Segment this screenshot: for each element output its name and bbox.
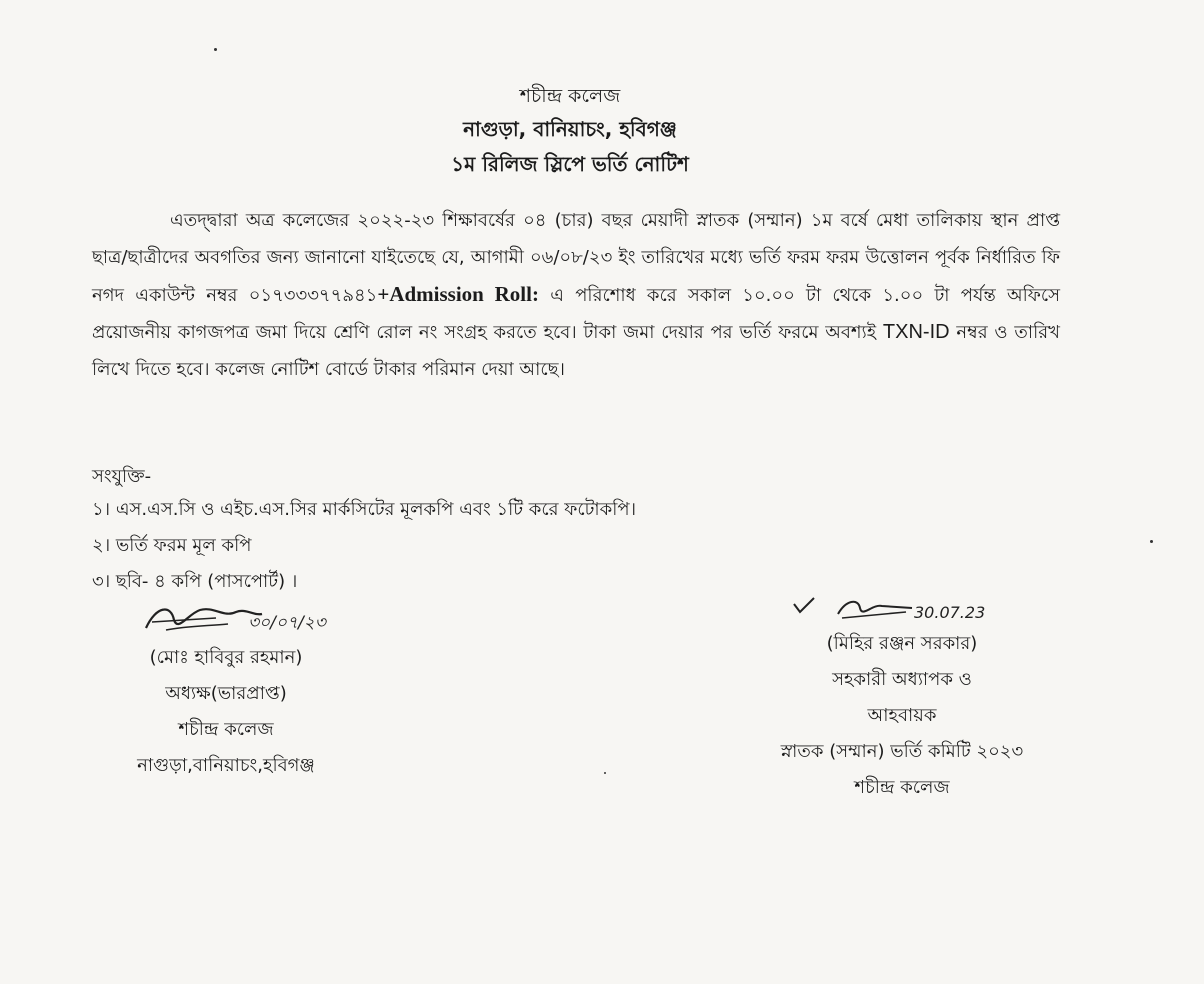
attachment-item: ২। ভর্তি ফরম মূল কপি: [92, 535, 252, 556]
principal-signature-date: ৩০/০৭/২৩: [248, 613, 326, 633]
college-name-heading: শচীন্দ্র কলেজ: [519, 85, 621, 107]
scan-speck: [214, 48, 217, 51]
attachments-title: সংযুক্তি-: [92, 466, 152, 487]
notice-body: [92, 202, 1060, 388]
convener-role: আহবায়ক: [867, 705, 937, 726]
body-text-part3: নম্বর ও তারিখ লিখে দিতে হবে। কলেজ নোটিশ বোর্ডে টাকার পরিমান দেয়া আছে।: [92, 322, 1061, 380]
convener-committee: স্নাতক (সম্মান) ভর্তি কমিটি ২০২৩: [780, 741, 1024, 762]
body-text-part2: এ পরিশোধ করে সকাল ১০.০০ টা থেকে ১.০০ টা পর্যন্ত অফিসে প্রয়োজনীয় কাগজপত্র জমা দিয়ে শ্রেণি রোল নং সংগ্রহ করতে হবে। টাকা জমা দেয়ার পর ভর্তি ফরমে অবশ্যই: [92, 285, 1061, 343]
convener-name: (মিহির রঞ্জন সরকার): [826, 633, 978, 654]
principal-designation: অধ্যক্ষ(ভারপ্রাপ্ত): [165, 683, 287, 704]
college-address-heading: নাগুড়া, বানিয়াচং, হবিগঞ্জ: [463, 117, 677, 141]
principal-signature-block: [96, 596, 356, 784]
convener-signature-date: 30.07.23: [914, 603, 986, 622]
principal-name: (মোঃ হাবিবুর রহমান): [149, 647, 303, 668]
scan-speck: [1150, 540, 1153, 543]
principal-address: নাগুড়া,বানিয়াচং,হবিগঞ্জ: [137, 755, 315, 776]
convener-college: শচীন্দ্র কলেজ: [854, 777, 950, 798]
scan-speck: [604, 772, 606, 774]
txn-id-label: TXN-ID: [882, 321, 950, 343]
attachments-list: [92, 492, 636, 600]
attachment-item: ১। এস.এস.সি ও এইচ.এস.সির মার্কসিটের মূলকপি এবং ১টি করে ফটোকপি।: [92, 499, 637, 520]
principal-college: শচীন্দ্র কলেজ: [178, 719, 274, 740]
notice-title: ১ম রিলিজ স্লিপে ভর্তি নোটিশ: [451, 152, 689, 176]
convener-designation: সহকারী অধ্যাপক ও: [832, 669, 972, 690]
body-text-part1: এতদ্দ্বারা অত্র কলেজের ২০২২-২৩ শিক্ষাবর্ষের ০৪ (চার) বছর মেয়াদী স্নাতক (সম্মান) ১ম বর্ষে মেধা তালিকায় স্থান প্রাপ্ত ছাত্র/ছাত্রীদের অবগতির জন্য জানানো যাইতেছে যে, আগামী ০৬/০৮/২৩ ইং তারিখের মধ্যে ভর্তি ফরম ফরম উত্তোলন পূর্বক নির্ধারিত ফি নগদ একাউন্ট নম্বর ০১৭৩৩৩৭৭৯৪১: [92, 210, 1060, 306]
admission-roll-label: +Admission Roll:: [377, 282, 539, 306]
convener-signature-block: [742, 594, 1062, 806]
attachment-item: ৩। ছবি- ৪ কপি (পাসপোর্ট) ।: [92, 571, 298, 592]
convener-signature: [742, 594, 1062, 626]
principal-signature: [96, 596, 356, 640]
